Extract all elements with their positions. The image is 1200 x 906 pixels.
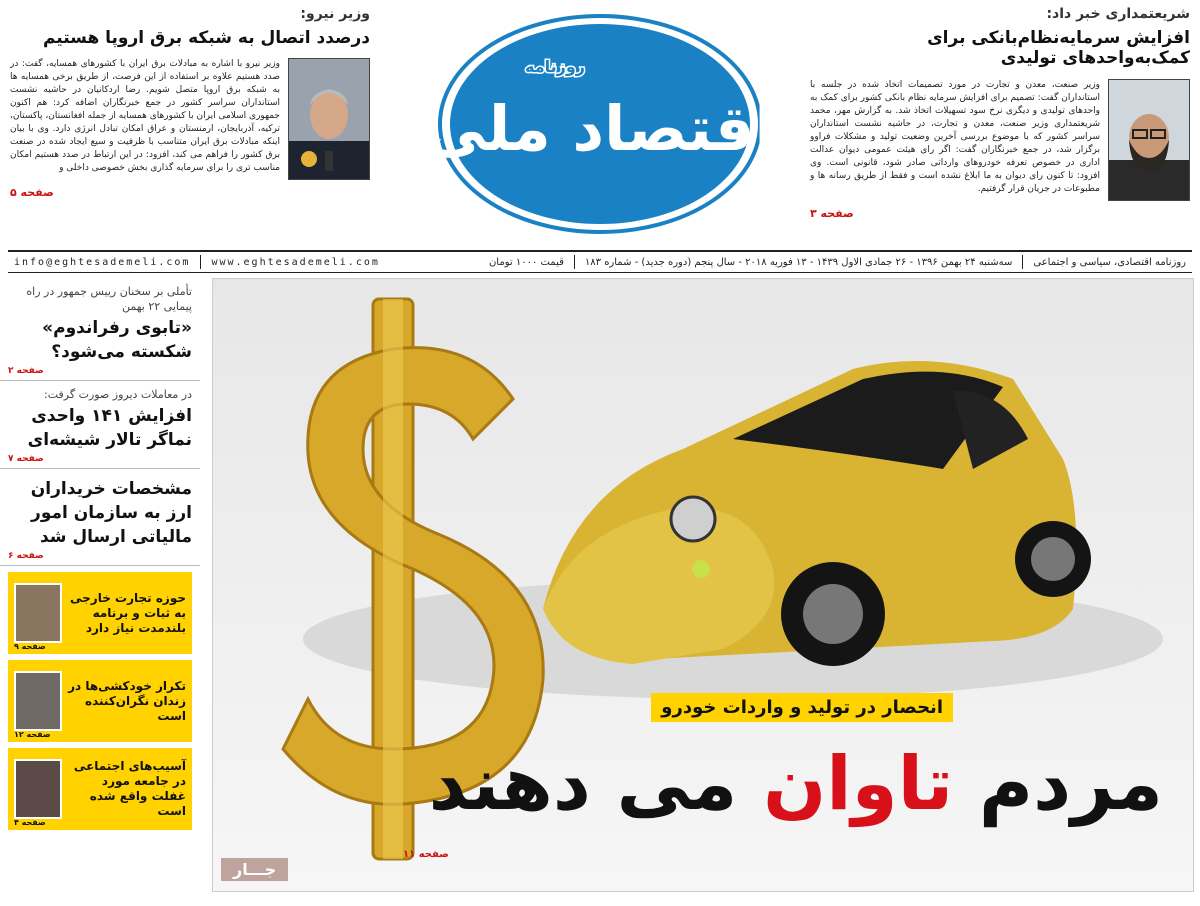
side-kicker: تأملی بر سخنان رییس جمهور در راه پیمایی ۲۲ بهمن [26, 285, 192, 313]
side-news-column [0, 278, 200, 898]
page-reference: صفحه ۹ [14, 642, 46, 651]
yellow-teaser[interactable] [8, 660, 192, 742]
yellow-teaser[interactable] [8, 748, 192, 830]
page-reference: صفحه ۶ [8, 551, 44, 561]
masthead-logo[interactable] [435, 10, 765, 238]
minister-photo [288, 58, 370, 180]
divider [1022, 255, 1023, 269]
yellow-teaser[interactable] [8, 572, 192, 654]
top-right-story [810, 6, 1190, 244]
divider [574, 255, 575, 269]
issue-date: سه‌شنبه ۲۴ بهمن ۱۳۹۶ - ۲۶ جمادی الاول ۱۴۳۹ - ۱۳ فوریه ۲۰۱۸ - سال پنجم (دوره جدید) - شماره ۱۸۳ [584, 256, 1013, 268]
page-reference[interactable]: صفحه ۳ [810, 206, 854, 220]
page-reference: صفحه ۱۲ [14, 730, 51, 739]
side-headline: «تابوی رفراندوم» شکسته می‌شود؟ [42, 318, 192, 362]
minister-photo [1108, 79, 1190, 201]
page-reference[interactable]: صفحه ۵ [10, 186, 54, 200]
paper-description: روزنامه اقتصادی، سیاسی و اجتماعی [1033, 256, 1186, 268]
page-reference[interactable]: صفحه ۱۱ [403, 849, 449, 860]
page-reference: صفحه ۷ [8, 454, 44, 464]
story-headline[interactable]: درصدد اتصال به شبکه برق اروپا هستیم [42, 28, 370, 48]
info-bar [8, 250, 1192, 273]
headline-red-word: تاوان [763, 741, 954, 827]
teaser-text: حوزه تجارت خارجی به ثبات و برنامه بلندمدت نیاز دارد [70, 590, 186, 635]
page-reference: صفحه ۲ [8, 366, 44, 376]
teaser-text: تکرار خودکشی‌ها در زندان نگران‌کننده است [68, 678, 186, 723]
issue-price: قیمت ۱۰۰۰ تومان [488, 256, 564, 268]
story-kicker: وزیر نیرو: [300, 6, 370, 22]
side-news-item[interactable] [0, 469, 200, 566]
portrait-photo [14, 759, 62, 819]
side-headline: افزایش ۱۴۱ واحدی نماگر تالار شیشه‌ای [27, 406, 192, 450]
top-left-story [10, 6, 370, 244]
agency-watermark: جـــار [221, 858, 288, 881]
masthead-small-text: روزنامه [525, 57, 585, 76]
main-story [212, 278, 1194, 892]
side-news-item[interactable] [0, 381, 200, 469]
side-kicker: در معاملات دیروز صورت گرفت: [44, 388, 192, 401]
email-link[interactable]: info@eghtesademeli.com [14, 256, 191, 268]
story-body: وزیر صنعت، معدن و تجارت در مورد تصمیمات اتخاذ شده در جلسه با استانداران گفت: تصمیم برای افزایش سرمایه نظام بانکی کشور برای کمک به واحدهای تولیدی و دیگری نرخ سود تسهیلات اتخاذ شد. به گزارش مهر، محمد شریعتمداری وزیر صنعت، معدن و تجارت، در حاشیه نشست استانداران سراسر کشور که با موضوع بررسی آخرین وضعیت تولید و مشکلات فراوو برگزار شد، در جمع خبرنگاران گفت: اگر رای هیئت عمومی دیوان عدالت اداری در خصوص تعرفه خودروهای وارداتی صادر شود، قانونی است. وی افزود: تا کنون رای دیوان به ما ابلاغ نشده است و فقط از طریق رسانه ها و مطبوعات در جریان قرار گرفتیم. [810, 79, 1100, 194]
story-headline[interactable]: افزایش سرمایه‌نظام‌بانکی برای کمک‌به‌واحدهای تولیدی [927, 28, 1190, 69]
portrait-photo [14, 583, 62, 643]
headline-part: مردم [953, 741, 1163, 827]
main-headline[interactable] [429, 741, 1163, 827]
side-news-item[interactable] [0, 278, 200, 381]
divider [200, 255, 201, 269]
page-reference: صفحه ۴ [14, 818, 46, 827]
story-body: وزیر نیرو با اشاره به مبادلات برق ایران با کشورهای همسایه، گفت: در صدد هستیم علاوه بر استفاده از این فرصت، از طریق برخی همسایه ها به شبکه برق اروپا متصل شویم. رضا اردکانیان در حاشیه نشست استانداران سراسر کشور در جمع خبرنگاران اضافه کرد: هم اکنون جمهوری اسلامی ایران با کشورهای همسایه از جمله افغانستان، پاکستان، ترکیه، آذربایجان، ارمنستان و عراق امکان تبادل انرژی دارد. وی با بیان اینکه مبادلات برق ایران متناسب با ظرفیت و سیع ایجاد شده در صنعت برق کشور را فراهم می کند، افزود: در این ارتباط در صدد هستیم امکان مناسب تری را برای سرمایه گذاری بخش خصوصی داخلی و [10, 59, 280, 174]
headline-part: می دهند [428, 741, 764, 827]
portrait-photo [14, 671, 62, 731]
teaser-text: آسیب‌های اجتماعی در جامعه مورد غفلت واقع شده است [73, 759, 186, 818]
side-headline: مشخصات خریداران ارز به سازمان امور مالیاتی ارسال شد [30, 479, 192, 547]
main-subheadline[interactable]: انحصار در تولید و واردات خودرو [651, 693, 953, 722]
website-link[interactable]: www.eghtesademeli.com [211, 256, 380, 268]
story-kicker: شریعتمداری خبر داد: [1046, 6, 1190, 22]
masthead-title: اقتصاد ملی [435, 92, 765, 165]
